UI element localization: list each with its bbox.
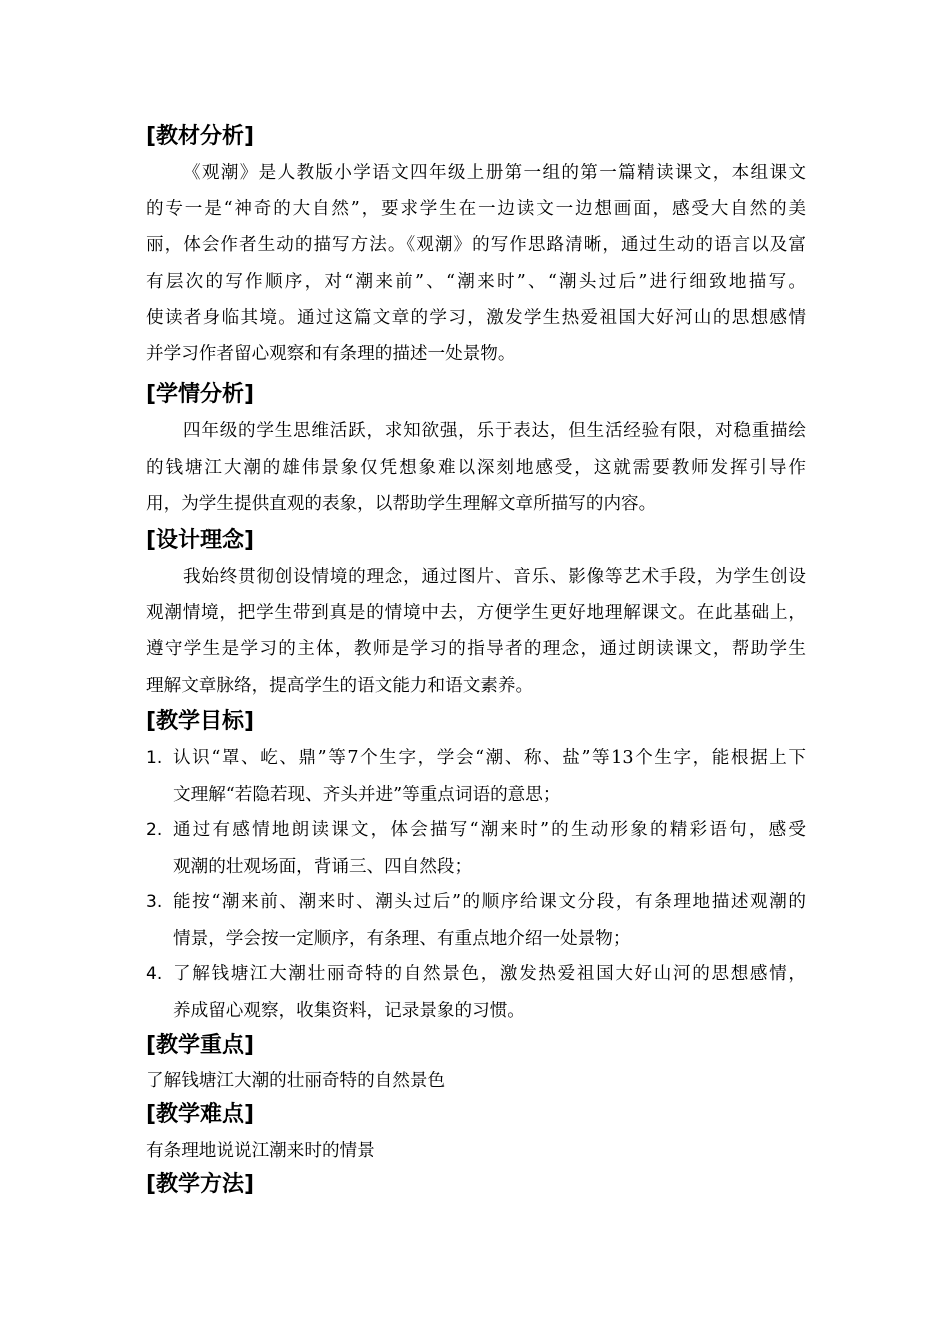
- paragraph-line: 使读者身临其境。通过这篇文章的学习，激发学生热爱祖国大好河山的思想感情: [146, 308, 806, 328]
- difficulties-text: 有条理地说说江潮来时的情景: [146, 1141, 375, 1161]
- heading-teaching-methods: [教学方法]: [146, 1172, 255, 1197]
- heading-difficulties: [教学难点]: [146, 1102, 255, 1127]
- heading-key-points: [教学重点]: [146, 1033, 255, 1058]
- list-item-line: 了解钱塘江大潮壮丽奇特的自然景色，激发热爱祖国大好山河的思想感情，: [173, 964, 806, 984]
- paragraph-line: 观潮情境，把学生带到真是的情境中去，方便学生更好地理解课文。在此基础上，: [146, 603, 806, 623]
- paragraph-line: 遵守学生是学习的主体，教师是学习的指导者的理念，通过朗读课文，帮助学生: [146, 639, 806, 659]
- paragraph-line: 并学习作者留心观察和有条理的描述一处景物。: [146, 344, 516, 364]
- list-item-line: 能按“潮来前、潮来时、潮头过后”的顺序给课文分段，有条理地描述观潮的: [173, 892, 806, 912]
- list-number: 1.: [146, 748, 163, 768]
- heading-textbook-analysis: [教材分析]: [146, 124, 255, 149]
- list-item-line: 观潮的壮观场面，背诵三、四自然段；: [173, 857, 473, 877]
- list-number: 3.: [146, 892, 163, 912]
- paragraph-line: 的专一是“神奇的大自然”，要求学生在一边读文一边想画面，感受大自然的美: [146, 199, 806, 219]
- list-item-line: 养成留心观察，收集资料，记录景象的习惯。: [173, 1001, 525, 1021]
- paragraph-line: 的钱塘江大潮的雄伟景象仅凭想象难以深刻地感受，这就需要教师发挥引导作: [146, 458, 806, 478]
- paragraph-line: 理解文章脉络，提高学生的语文能力和语文素养。: [146, 676, 534, 696]
- paragraph-line: 四年级的学生思维活跃，求知欲强，乐于表达，但生活经验有限，对稳重描绘: [183, 421, 806, 441]
- list-item-line: 认识“罩、屹、鼎”等7个生字，学会“潮、称、盐”等13个生字，能根据上下: [173, 748, 806, 768]
- heading-design-concept: [设计理念]: [146, 528, 255, 553]
- list-item-line: 通过有感情地朗读课文，体会描写“潮来时”的生动形象的精彩语句，感受: [173, 820, 806, 840]
- paragraph-line: 有层次的写作顺序，对“潮来前”、“潮来时”、“潮头过后”进行细致地描写。: [146, 272, 806, 292]
- list-number: 4.: [146, 964, 163, 984]
- heading-student-analysis: [学情分析]: [146, 382, 255, 407]
- paragraph-line: 用，为学生提供直观的表象，以帮助学生理解文章所描写的内容。: [146, 494, 657, 514]
- list-item-line: 文理解“若隐若现、齐头并进”等重点词语的意思；: [173, 785, 561, 805]
- paragraph-line: 我始终贯彻创设情境的理念，通过图片、音乐、影像等艺术手段，为学生创设: [183, 567, 806, 587]
- key-points-text: 了解钱塘江大潮的壮丽奇特的自然景色: [146, 1071, 446, 1091]
- list-number: 2.: [146, 820, 163, 840]
- paragraph-line: 《观潮》是人教版小学语文四年级上册第一组的第一篇精读课文，本组课文: [183, 163, 806, 183]
- paragraph-line: 丽，体会作者生动的描写方法。《观潮》的写作思路清晰，通过生动的语言以及富: [146, 235, 806, 255]
- list-item-line: 情景，学会按一定顺序，有条理、有重点地介绍一处景物；: [173, 929, 631, 949]
- heading-teaching-goals: [教学目标]: [146, 709, 255, 734]
